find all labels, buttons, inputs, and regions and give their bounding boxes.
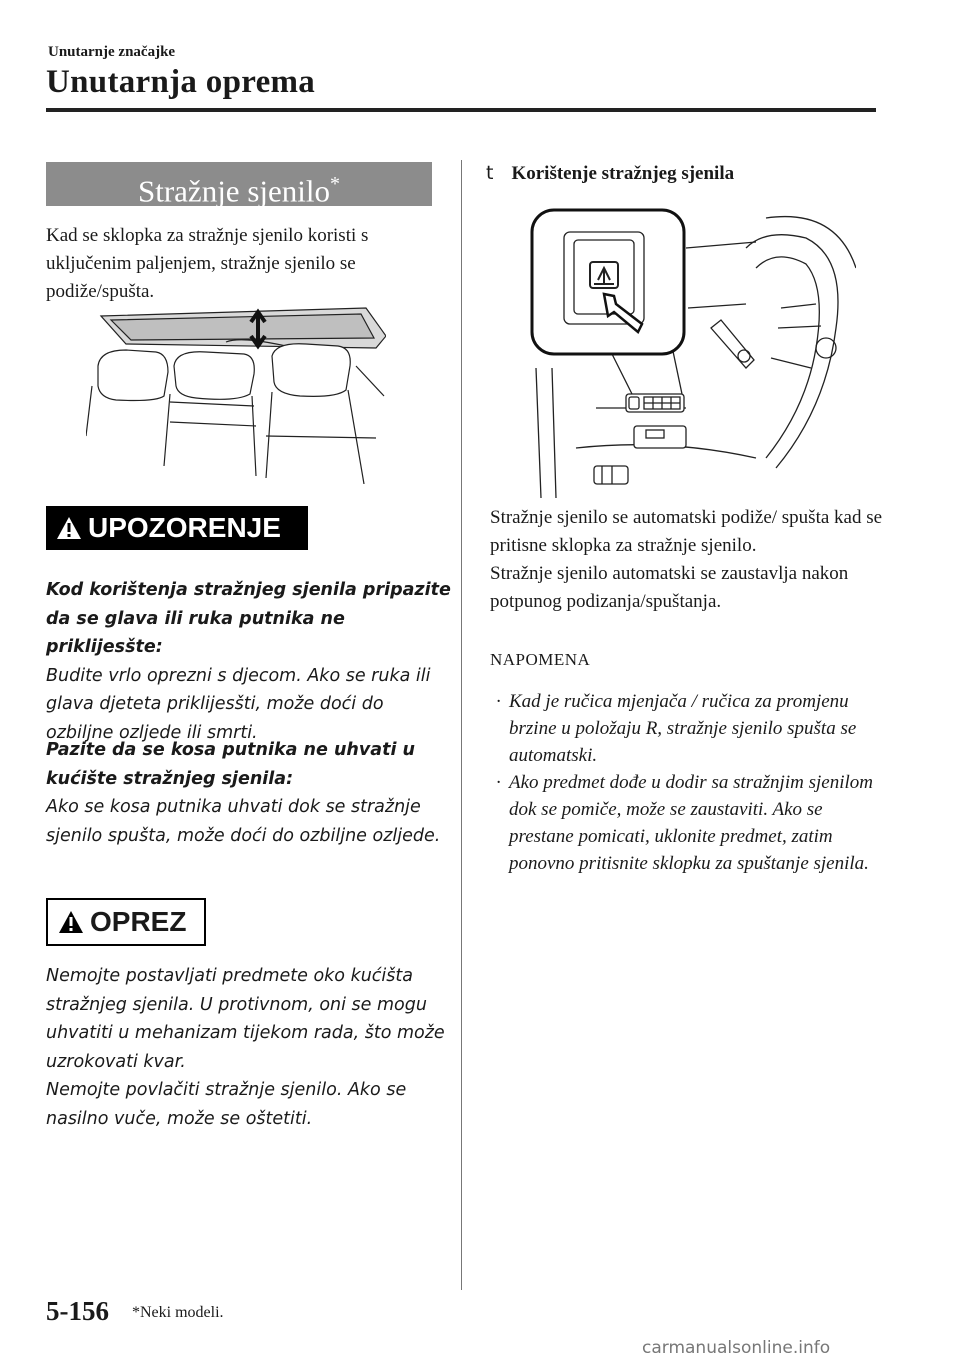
sunshade-switch-illustration xyxy=(516,208,856,498)
subsection-marker: t xyxy=(486,162,494,184)
caution-line: Nemojte povlačiti stražnje sjenilo. Ako se nasilno vuče, može se oštetiti. xyxy=(46,1080,407,1129)
watermark: carmanualsonline.info xyxy=(642,1338,831,1358)
breadcrumb: Unutarnje značajke xyxy=(48,44,176,60)
footnote: *Neki modeli. xyxy=(132,1304,224,1321)
note-heading: NAPOMENA xyxy=(490,650,591,669)
bullet: · xyxy=(496,691,501,712)
intro-paragraph: Kad se sklopka za stražnje sjenilo koristi s uključenim paljenjem, stražnje sjenilo se podiže/spušta. xyxy=(46,225,369,302)
caution-text xyxy=(46,962,456,1133)
section-title-band xyxy=(46,162,432,209)
section-title: Stražnje sjenilo xyxy=(138,173,330,209)
note-text: Ako predmet dođe u dodir sa stražnjim sjenilom dok se pomiče, može se zaustaviti. Ako se prestane pomicati, uklonite predmet, zatim ponovno pritisnite sklopku za spuštanje sjenila. xyxy=(509,772,873,874)
section-asterisk: * xyxy=(329,173,340,195)
subsection-heading xyxy=(486,162,734,185)
warning-label-text: UPOZORENJE xyxy=(88,512,281,543)
warning-item-heading: Pazite da se kosa putnika ne uhvati u kućište stražnjeg sjenila: xyxy=(46,740,416,789)
note-item xyxy=(496,769,876,877)
usage-line: Stražnje sjenilo automatski se zaustavlja nakon potpunog podizanja/spuštanja. xyxy=(490,563,849,612)
column-divider xyxy=(461,160,462,1290)
note-list xyxy=(496,688,876,877)
bullet: · xyxy=(496,772,501,793)
note-text: Kad je ručica mjenjača / ručica za promjenu brzine u položaju R, stražnje sjenilo spušta se automatski. xyxy=(509,691,857,766)
note-item xyxy=(496,688,876,769)
page-title: Unutarnja oprema xyxy=(46,64,316,100)
warning-item-body: Budite vrlo oprezni s djecom. Ako se ruka ili glava djeteta priklijesšti, može doći do ozbiljne ozljede ili smrti. xyxy=(46,665,431,743)
title-rule xyxy=(46,108,876,112)
usage-paragraph xyxy=(490,504,890,616)
warning-item xyxy=(46,736,456,850)
warning-triangle-icon xyxy=(56,516,82,540)
caution-label xyxy=(46,898,206,946)
subsection-title: Korištenje stražnjeg sjenila xyxy=(511,163,735,184)
rear-sunshade-illustration xyxy=(86,306,386,484)
warning-item-heading: Kod korištenja stražnjeg sjenila pripazite da se glava ili ruka putnika ne priklijesšte: xyxy=(46,580,451,657)
warning-item-body: Ako se kosa putnika uhvati dok se stražnje sjenilo spušta, može doći do ozbiljne ozljede. xyxy=(46,797,441,846)
caution-line: Nemojte postavljati predmete oko kućišta stražnjeg sjenila. U protivnom, oni se mogu uhvatiti u mehanizam tijekom rada, što može uzrokovati kvar. xyxy=(46,966,445,1072)
caution-label-text: OPREZ xyxy=(90,906,187,937)
page-number: 5-156 xyxy=(46,1296,109,1326)
warning-label xyxy=(46,506,308,550)
caution-triangle-icon xyxy=(58,910,84,934)
warning-item xyxy=(46,576,456,747)
usage-line: Stražnje sjenilo se automatski podiže/ spušta kad se pritisne sklopka za stražnje sjenilo. xyxy=(490,507,883,556)
